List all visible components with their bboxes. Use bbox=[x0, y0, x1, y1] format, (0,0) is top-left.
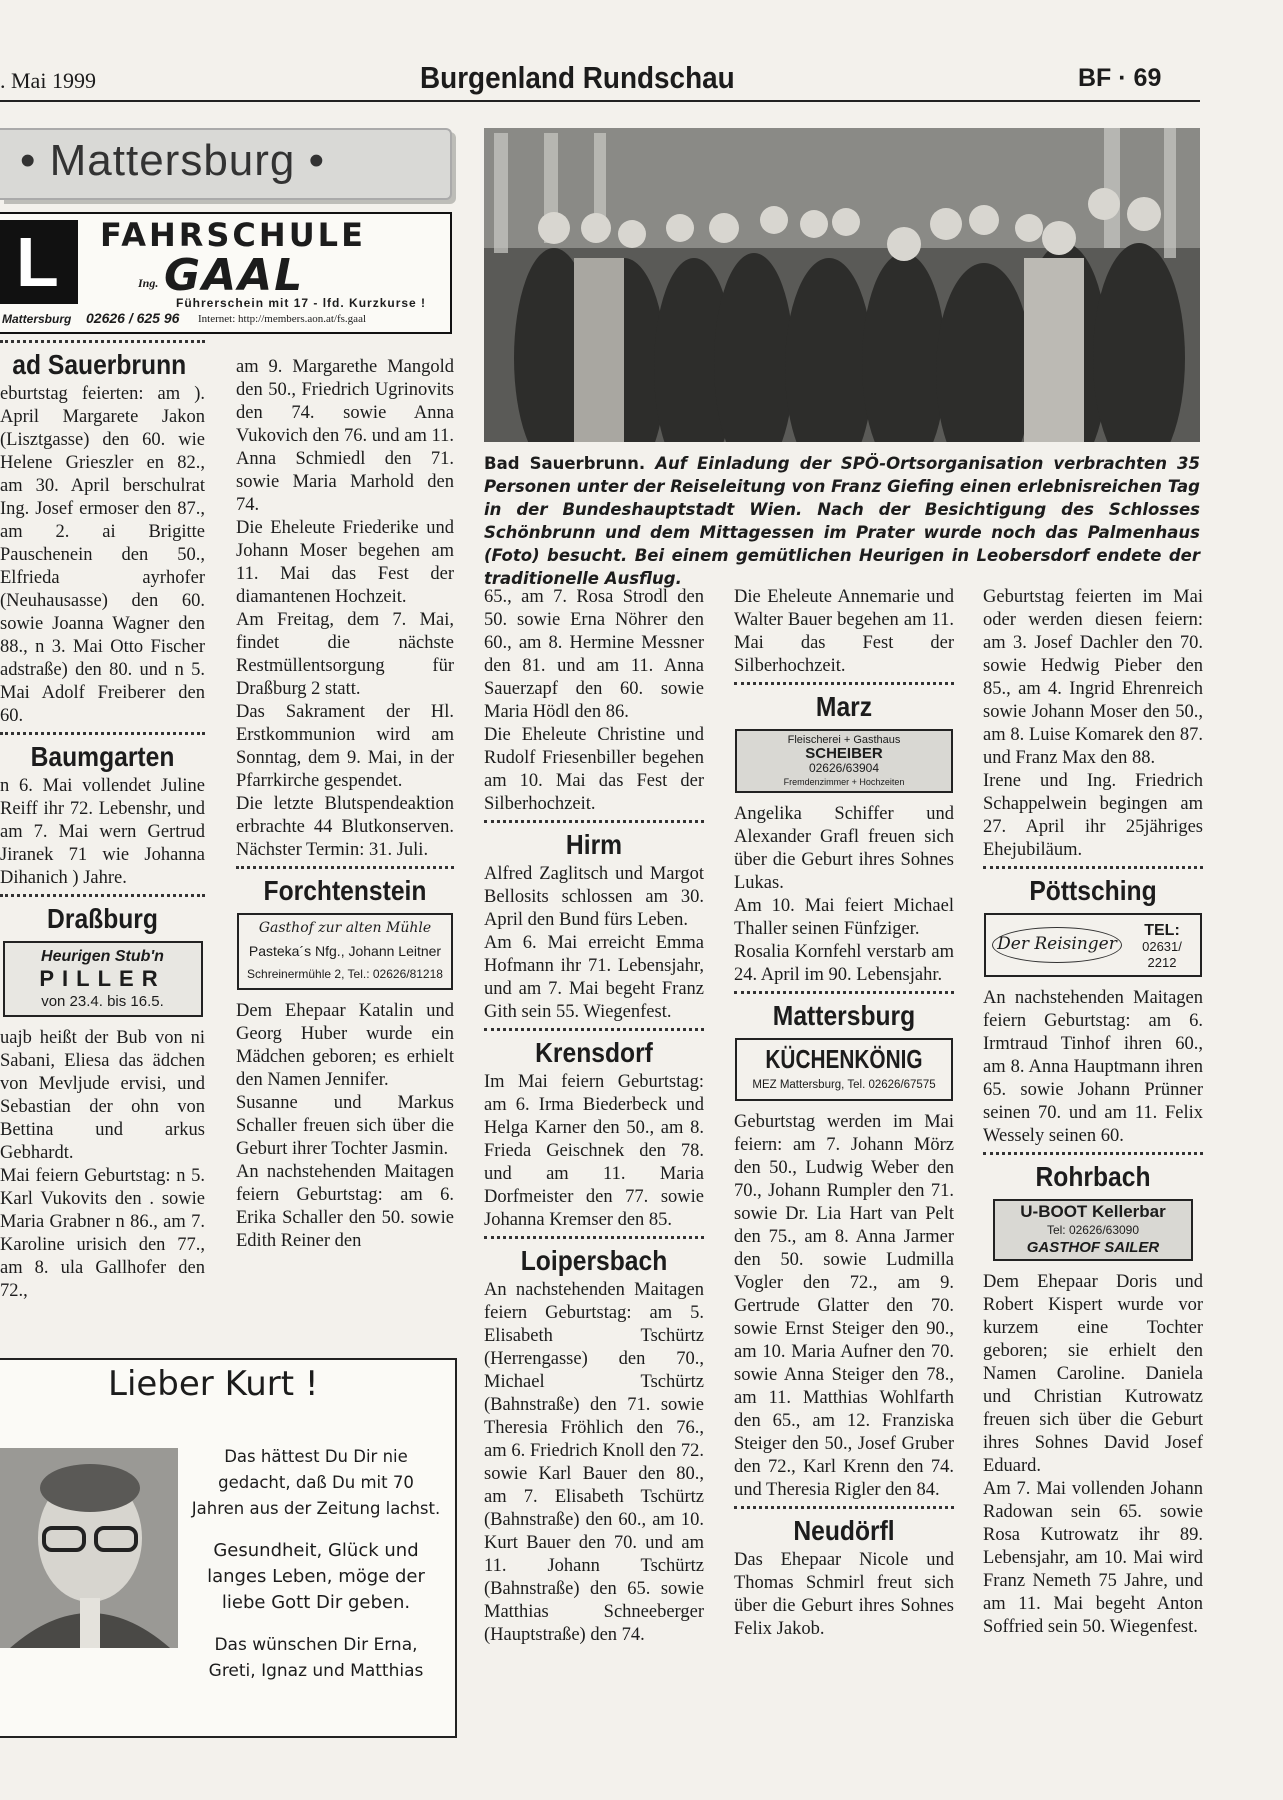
divider bbox=[484, 1236, 704, 1239]
banner-title: • Mattersburg • bbox=[20, 136, 326, 185]
section-title-loipersbach: Loipersbach bbox=[520, 1245, 668, 1276]
section-title-neudoerfl: Neudörfl bbox=[793, 1515, 895, 1546]
text-forchtenstein-2: Susanne und Markus Schaller freuen sich über die Geburt ihrer Tochter Jasmin. bbox=[236, 1093, 454, 1159]
header-paper-title: Burgenland Rundschau bbox=[420, 60, 735, 95]
text-baumgarten: n 6. Mai vollendet Juline Reiff ihr 72. Lebenshr, und am 7. Mai wern Gertrud Jiranek 71 wie Johanna Dihanich ) Jahre. bbox=[0, 776, 205, 888]
ad-line: Heurigen Stub'n bbox=[41, 948, 164, 965]
fahrschule-internet: Internet: http://members.aon.at/fs.gaal bbox=[198, 313, 367, 325]
uboot-kellerbar-ad bbox=[993, 1199, 1193, 1261]
reisinger-ad bbox=[984, 913, 1202, 977]
text-bad-sauerbrunn: eburtstag feierten: am ). April Margarete Jakon (Lisztgasse) den 60. wie Helene Grieszler en 82., am 30. April berschulrat Ing. Josef ermoser den 87., am 2. ai Brigitte Pauschenein den 50., Elfrieda ayrhofer (Neuhausasse) den 60. sowie Joanna Wagner den 88., n 3. Mai Otto Fischer adstraße) den 80. und n 5. Mai Adolf Freiberer den 60. bbox=[0, 384, 205, 726]
ad-line: Gasthof zur alten Mühle bbox=[258, 920, 432, 936]
text-forchtenstein-3: An nachstehenden Maitagen feiern Geburtstag: am 6. Erika Schaller den 50. sowie Edith Reiner den bbox=[236, 1162, 454, 1251]
ad-name: Der Reisinger bbox=[992, 927, 1122, 963]
text-neudoerfl: Das Ehepaar Nicole und Thomas Schmirl freut sich über die Geburt ihres Sohnes Felix Jakob. bbox=[734, 1550, 954, 1639]
column-4 bbox=[734, 586, 954, 1736]
column-3 bbox=[484, 586, 704, 1736]
kurt-p3: Das wünschen Dir Erna, Greti, Ignaz und Matthias bbox=[208, 1635, 424, 1681]
text-col2-1: am 9. Margarethe Mangold den 50., Friedrich Ugrinovits den 74. sowie Anna Vukovich den 76. und am 11. Anna Schmiedl den 71. sowie Maria Marhold den 74. bbox=[236, 357, 454, 515]
group-photo bbox=[484, 128, 1200, 442]
text-hirm-2: Am 6. Mai erreicht Emma Hofmann ihr 71. Lebensjahr, und am 7. Mai begeht Franz Gith sein 55. Wiegenfest. bbox=[484, 933, 704, 1022]
kurt-portrait bbox=[0, 1448, 178, 1648]
ad-line: Schreinermühle 2, Tel.: 02626/81218 bbox=[247, 967, 443, 981]
text-rohrbach-1: Dem Ehepaar Doris und Robert Kispert wurde vor kurzem eine Tochter geboren; sie erhielt den Namen Caroline. Daniela und Christian Kutrowatz freuen sich über die Geburt ihres Sohnes David Josef Eduard. bbox=[983, 1272, 1203, 1476]
divider bbox=[734, 682, 954, 685]
ad-line: PILLER bbox=[39, 966, 166, 991]
text-col2-2: Die Eheleute Friederike und Johann Moser begehen am 11. Mai das Fest der diamantenen Hochzeit. bbox=[236, 518, 454, 607]
divider bbox=[983, 1152, 1203, 1155]
section-title-baumgarten: Baumgarten bbox=[30, 741, 175, 772]
fahrschule-name: FAHRSCHULE bbox=[100, 216, 366, 254]
mattersburg-banner bbox=[0, 128, 452, 200]
page-header bbox=[0, 60, 1200, 98]
ad-line: U-BOOT Kellerbar bbox=[1020, 1202, 1166, 1221]
ad-line: MEZ Mattersburg, Tel. 02626/67575 bbox=[752, 1079, 936, 1091]
text-marz-1: Angelika Schiffer und Alexander Grafl freuen sich über die Geburt ihres Sohnes Lukas. bbox=[734, 804, 954, 893]
fahrschule-ad bbox=[0, 212, 452, 334]
section-title-bad-sauerbrunn: ad Sauerbrunn bbox=[12, 349, 187, 380]
kuechenkoenig-ad bbox=[735, 1038, 953, 1101]
kurt-title: Lieber Kurt ! bbox=[108, 1364, 319, 1404]
logo-letter: L bbox=[16, 223, 59, 301]
section-title-mattersburg: Mattersburg bbox=[772, 1000, 916, 1031]
ad-line: Fleischerei + Gasthaus bbox=[787, 734, 901, 746]
text-rohrbach-2: Am 7. Mai vollenden Johann Radowan sein 65. sowie Rosa Kutrowatz ihr 89. Lebensjahr, am 10. Mai wird Franz Nemeth 75 Jahre, und am 11. Mai begeht Anton Soffried sein 50. Wiegenfest. bbox=[983, 1479, 1203, 1637]
text-col4-1: Die Eheleute Annemarie und Walter Bauer begehen am 11. Mai das Fest der Silberhochzeit. bbox=[734, 587, 954, 676]
divider bbox=[0, 894, 205, 897]
caption-lead: Bad Sauerbrunn. bbox=[484, 454, 646, 473]
ad-line: SCHEIBER bbox=[805, 745, 883, 762]
kurt-text bbox=[190, 1444, 442, 1684]
ad-line: Fremdenzimmer + Hochzeiten bbox=[783, 777, 905, 787]
section-title-forchtenstein: Forchtenstein bbox=[263, 875, 427, 906]
scheiber-ad bbox=[735, 729, 953, 793]
text-marz-2: Am 10. Mai feiert Michael Thaller seinen Fünfziger. bbox=[734, 896, 954, 939]
section-title-drassburg: Draßburg bbox=[47, 903, 158, 934]
text-drassburg-2: Mai feiern Geburtstag: n 5. Karl Vukovits den . sowie Maria Grabner n 86., am 7. Karoline urisich den 77., am 8. ula Gallhofer den 72., bbox=[0, 1166, 205, 1301]
photo-illustration bbox=[484, 128, 1200, 442]
divider bbox=[0, 732, 205, 735]
text-col2-3: Am Freitag, dem 7. Mai, findet die nächste Restmüllentsorgung für Draßburg 2 statt. bbox=[236, 610, 454, 699]
ad-line: Pasteka´s Nfg., Johann Leitner bbox=[248, 943, 442, 959]
ad-tel-label: TEL: bbox=[1144, 922, 1180, 939]
text-mattersburg: Geburtstag werden im Mai feiern: am 7. Johann Mörz den 50., Ludwig Weber den 70., Johann Rumpler den 71. sowie Dr. Lia Hart van Pelt den 75., am 8. Anna Jarmer den 50. sowie Ludmilla Vogler den 72., am 9. Gertrude Glatter den 70. sowie Ernst Steiger den 90., am 10. Maria Aufner den 70. sowie Anna Steiger den 78., am 11. Matthias Wohlfarth den 65., am 12. Franziska Steiger den 50., Josef Gruber den 72., Karl Krenn den 74. und Theresia Rigler den 84. bbox=[734, 1112, 954, 1500]
fahrschule-owner: GAAL bbox=[164, 250, 305, 301]
ad-line: GASTHOF SAILER bbox=[1026, 1239, 1160, 1256]
ad-line: 02626/63904 bbox=[808, 761, 880, 775]
text-forchtenstein-1: Dem Ehepaar Katalin und Georg Huber wurde ein Mädchen geboren; es erhielt den Namen Jennifer. bbox=[236, 1001, 454, 1090]
ad-line: von 23.4. bis 16.5. bbox=[41, 993, 164, 1010]
section-title-krensdorf: Krensdorf bbox=[535, 1037, 653, 1068]
gasthof-muehle-ad bbox=[237, 913, 453, 990]
section-title-marz: Marz bbox=[815, 691, 873, 722]
text-col3-1: 65., am 7. Rosa Strodl den 50. sowie Erna Nöhrer den 60., am 8. Hermine Messner den 81. und am 11. Anna Sauerzapf den 60. sowie Maria Hödl den 86. bbox=[484, 587, 704, 722]
section-title-hirm: Hirm bbox=[565, 829, 623, 860]
text-col2-4: Das Sakrament der Hl. Erstkommunion wird am Sonntag, dem 9. Mai, in der Pfarrkirche gespendet. bbox=[236, 702, 454, 791]
header-date: . Mai 1999 bbox=[0, 68, 96, 93]
fahrschule-prefix: Ing. bbox=[138, 276, 159, 290]
text-col3-2: Die Eheleute Christine und Rudolf Friesenbiller begehen am 10. Mai das Fest der Silberhochzeit. bbox=[484, 725, 704, 814]
text-hirm-1: Alfred Zaglitsch und Margot Bellosits schlossen am 30. April den Bund fürs Leben. bbox=[484, 864, 704, 930]
section-title-rohrbach: Rohrbach bbox=[1035, 1161, 1151, 1192]
divider bbox=[236, 866, 454, 869]
divider bbox=[734, 1506, 954, 1509]
heurigen-piller-ad bbox=[3, 941, 203, 1017]
header-rule bbox=[0, 100, 1200, 102]
ad-tel: 02631/ 2212 bbox=[1142, 939, 1182, 970]
text-col5-1: Geburtstag feierten im Mai oder werden diesen feiern: am 3. Josef Dachler den 70. sowie Hedwig Pieber den 85., am 4. Ingrid Ehrenreich sowie Johann Moser den 50., am 8. Luise Komarek den 87. und Franz Max den 88. bbox=[983, 587, 1203, 768]
header-page-number: BF · 69 bbox=[1078, 64, 1162, 92]
divider bbox=[0, 340, 205, 343]
section-title-poettsching: Pöttsching bbox=[1029, 875, 1157, 906]
divider bbox=[734, 991, 954, 994]
text-loipersbach: An nachstehenden Maitagen feiern Geburtstag: am 5. Elisabeth Tschürtz (Herrengasse) den 70., Michael Tschürtz (Bahnstraße) den 71. sowie Theresia Fröhlich den 76., am 6. Friedrich Knoll den 72. sowie Karl Bauer den 80., am 7. Elisabeth Tschürtz (Bahnstraße) den 60., am 10. Kurt Bauer den 70. und am 11. Johann Tschürtz (Bahnstraße) den 65. sowie Matthias Schneeberger (Hauptstraße) den 74. bbox=[484, 1280, 704, 1645]
column-1 bbox=[0, 336, 205, 1346]
divider bbox=[484, 820, 704, 823]
fahrschule-town: Mattersburg bbox=[2, 312, 72, 326]
photo-caption bbox=[484, 452, 1200, 590]
lieber-kurt-box bbox=[0, 1358, 457, 1738]
fahrschule-tagline: Führerschein mit 17 - lfd. Kurzkurse ! bbox=[176, 296, 427, 310]
text-marz-3: Rosalia Kornfehl verstarb am 24. April im 90. Lebensjahr. bbox=[734, 942, 954, 985]
text-col2-5: Die letzte Blutspendeaktion erbrachte 44 Blutkonserven. Nächster Termin: 31. Juli. bbox=[236, 794, 454, 860]
text-poettsching: An nachstehenden Maitagen feiern Geburtstag: am 6. Irmtraud Tinhof ihren 60., am 8. Anna Hauptmann ihren 65. sowie Johann Prünner seinen 70. und am 11. Felix Wessely seinen 60. bbox=[983, 988, 1203, 1146]
fahrschule-phone: 02626 / 625 96 bbox=[86, 310, 180, 326]
column-2 bbox=[236, 356, 454, 1346]
kurt-p1: Das hättest Du Dir nie gedacht, daß Du mit 70 Jahren aus der Zeitung lachst. bbox=[191, 1447, 441, 1518]
ad-line: Tel: 02626/63090 bbox=[1046, 1223, 1140, 1237]
fahrschule-logo bbox=[0, 220, 78, 304]
divider bbox=[983, 866, 1203, 869]
ad-line: KÜCHENKÖNIG bbox=[765, 1044, 923, 1074]
portrait-illustration bbox=[0, 1448, 178, 1648]
text-krensdorf: Im Mai feiern Geburtstag: am 6. Irma Biederbeck und Helga Karner den 50., am 8. Frieda Geischnek den 78. und am 11. Maria Dorfmeister den 77. sowie Johanna Kremser den 85. bbox=[484, 1072, 704, 1230]
kurt-p2: Gesundheit, Glück und langes Leben, möge der liebe Gott Dir geben. bbox=[207, 1540, 425, 1613]
column-5 bbox=[983, 586, 1203, 1736]
text-drassburg-1: uajb heißt der Bub von ni Sabani, Eliesa das ädchen von Mevljude ervisi, und Sebastian der ohn von Bettina und arkus Gebhardt. bbox=[0, 1028, 205, 1163]
divider bbox=[484, 1028, 704, 1031]
caption-text: Auf Einladung der SPÖ-Ortsorganisation verbrachten 35 Personen unter der Reiseleitung von Franz Giefing einen erlebnisreichen Tag in der Bundeshauptstadt Wien. Nach der Besichtigung des Schlosses Schönbrunn und dem Mittagessen im Prater wurde noch das Palmenhaus (Foto) besucht. Bei einem gemütlichen Heurigen in Leobersdorf endete der traditionelle Ausflug. bbox=[484, 454, 1200, 588]
text-col5-2: Irene und Ing. Friedrich Schappelwein begingen am 27. April ihr 25jähriges Ehejubiläum. bbox=[983, 771, 1203, 860]
